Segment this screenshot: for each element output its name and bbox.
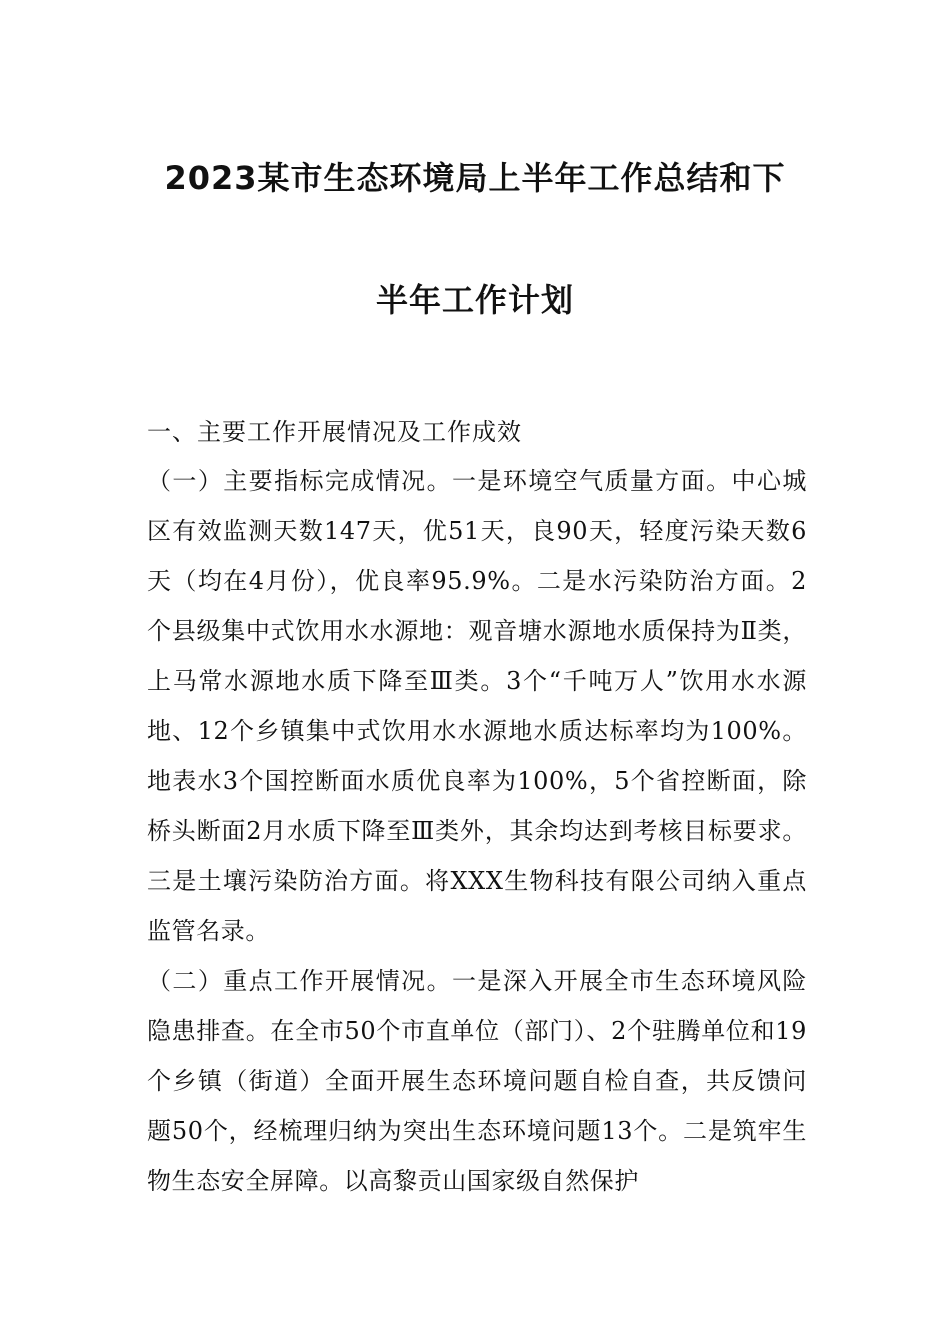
section-heading: 一、主要工作开展情况及工作成效: [147, 418, 522, 446]
document-title-line-1: 2023某市生态环境局上半年工作总结和下: [164, 159, 786, 197]
paragraph-key-work: （二）重点工作开展情况。一是深入开展全市生态环境风险隐患排查。在全市50个市直单位（部门）、2个驻腾单位和19个乡镇（街道）全面开展生态环境问题自检自查，共反馈问题50个，经梳理归纳为突出生态环境问题13个。二是筑牢生物生态安全屏障。以高黎贡山国家级自然保护: [147, 967, 807, 1195]
document-title-line-2: 半年工作计划: [375, 281, 574, 319]
paragraph-main-indicators: （一）主要指标完成情况。一是环境空气质量方面。中心城区有效监测天数147天，优51天，良90天，轻度污染天数6天（均在4月份），优良率95.9%。二是水污染防治方面。2个县级集中式饮用水水源地：观音塘水源地水质保持为Ⅱ类，上马常水源地水质下降至Ⅲ类。3个“千吨万人”饮用水水源地、12个乡镇集中式饮用水水源地水质达标率均为100%。地表水3个国控断面水质优良率为100%，5个省控断面，除桥头断面2月水质下降至Ⅲ类外，其余均达到考核目标要求。三是土壤污染防治方面。将XXX生物科技有限公司纳入重点监管名录。: [147, 467, 807, 945]
